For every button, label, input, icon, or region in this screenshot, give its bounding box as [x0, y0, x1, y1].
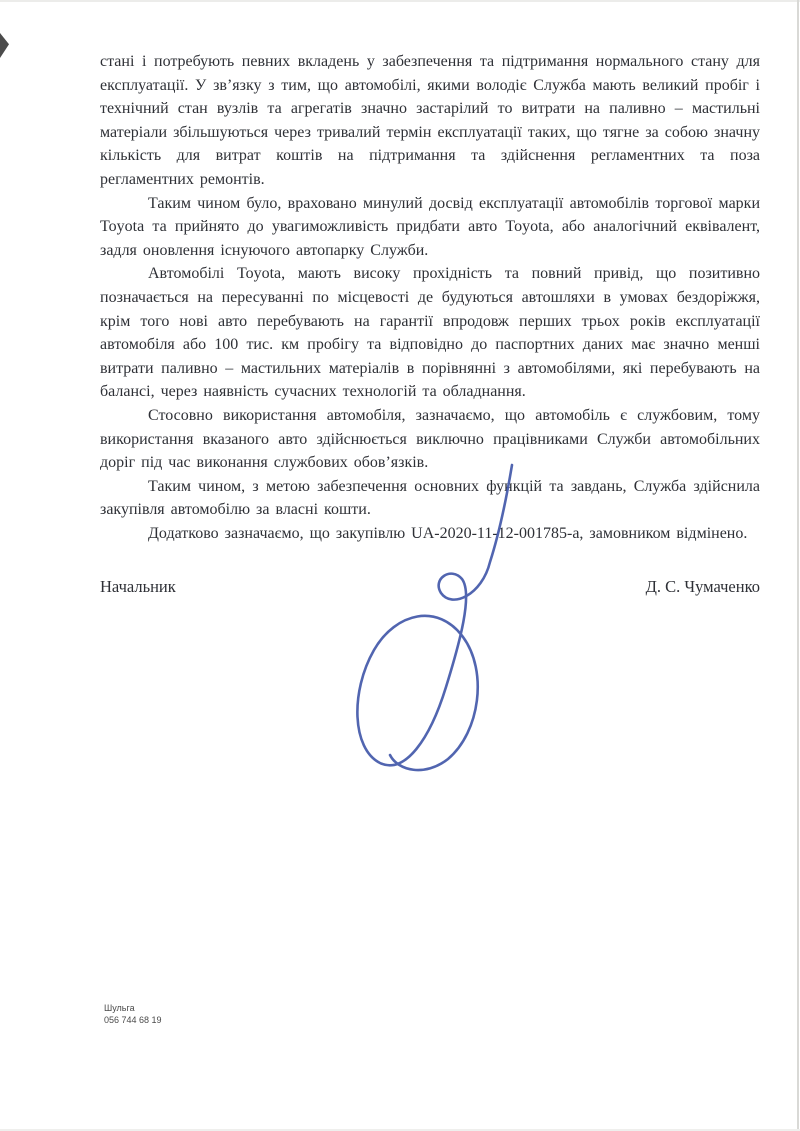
signatory-name: Д. С. Чумаченко: [645, 577, 760, 597]
body-paragraph: Таким чином було, враховано минулий досвід експлуатації автомобілів торгової марки Toyota та прийнято до увагиможливість придбати авто Toyota, або аналогічний еквівалент, задля оновлення існуючого автопарку Служби.: [100, 194, 760, 259]
body-paragraph: стані і потребують певних вкладень у забезпечення та підтримання нормального стану для експлуатації. У зв’язку з тим, що автомобілі, якими володіє Служба мають великий пробіг і технічний стан вузлів та агрегатів значно застарілий то витрати на паливно – мастильні матеріали збільшуються через тривалий термін експлуатації таких, що тягне за собою значну кількість для витрат коштів на підтримання та здійснення регламентних та поза регламентних ремонтів.: [100, 53, 760, 188]
signatory-role: Начальник: [100, 577, 176, 597]
body-paragraph: Автомобілі Toyota, мають високу прохідність та повний привід, що позитивно позначається на пересуванні по місцевості де будуються автошляхи в умовах бездоріжжя, крім того нові авто перебувають на гарантії впродовж перших трьох років експлуатації автомобіля або 100 тис. км пробігу та відповідно до паспортних даних має значно менші витрати паливно – мастильних матеріалів в порівнянні з автомобілями, які перебувають на балансі, через наявність сучасних технологій та обладнання.: [100, 265, 760, 401]
body-paragraph: Додатково зазначаємо, що закупівлю UA-2020-11-12-001785-а, замовником відмінено.: [148, 524, 748, 542]
signature-row: [100, 577, 760, 597]
footer-contact-phone: 056 744 68 19: [104, 1015, 162, 1025]
scan-edge-right: [797, 0, 799, 1131]
body-paragraph: Таким чином, з метою забезпечення основних функцій та завдань, Служба здійснила закупівля автомобілю за власні кошти.: [100, 477, 760, 519]
scan-artifact-corner: [0, 33, 9, 58]
footer-contact-name: Шульга: [104, 1003, 135, 1013]
body-paragraph: Стосовно використання автомобіля, зазначаємо, що автомобіль є службовим, тому використання вказаного авто здійснюється виключно працівниками Служби автомобільних доріг під час виконання службових обов’язків.: [100, 406, 760, 472]
document-body: [100, 50, 760, 597]
footer-contact: [104, 1002, 162, 1026]
scan-edge-top: [0, 0, 800, 2]
